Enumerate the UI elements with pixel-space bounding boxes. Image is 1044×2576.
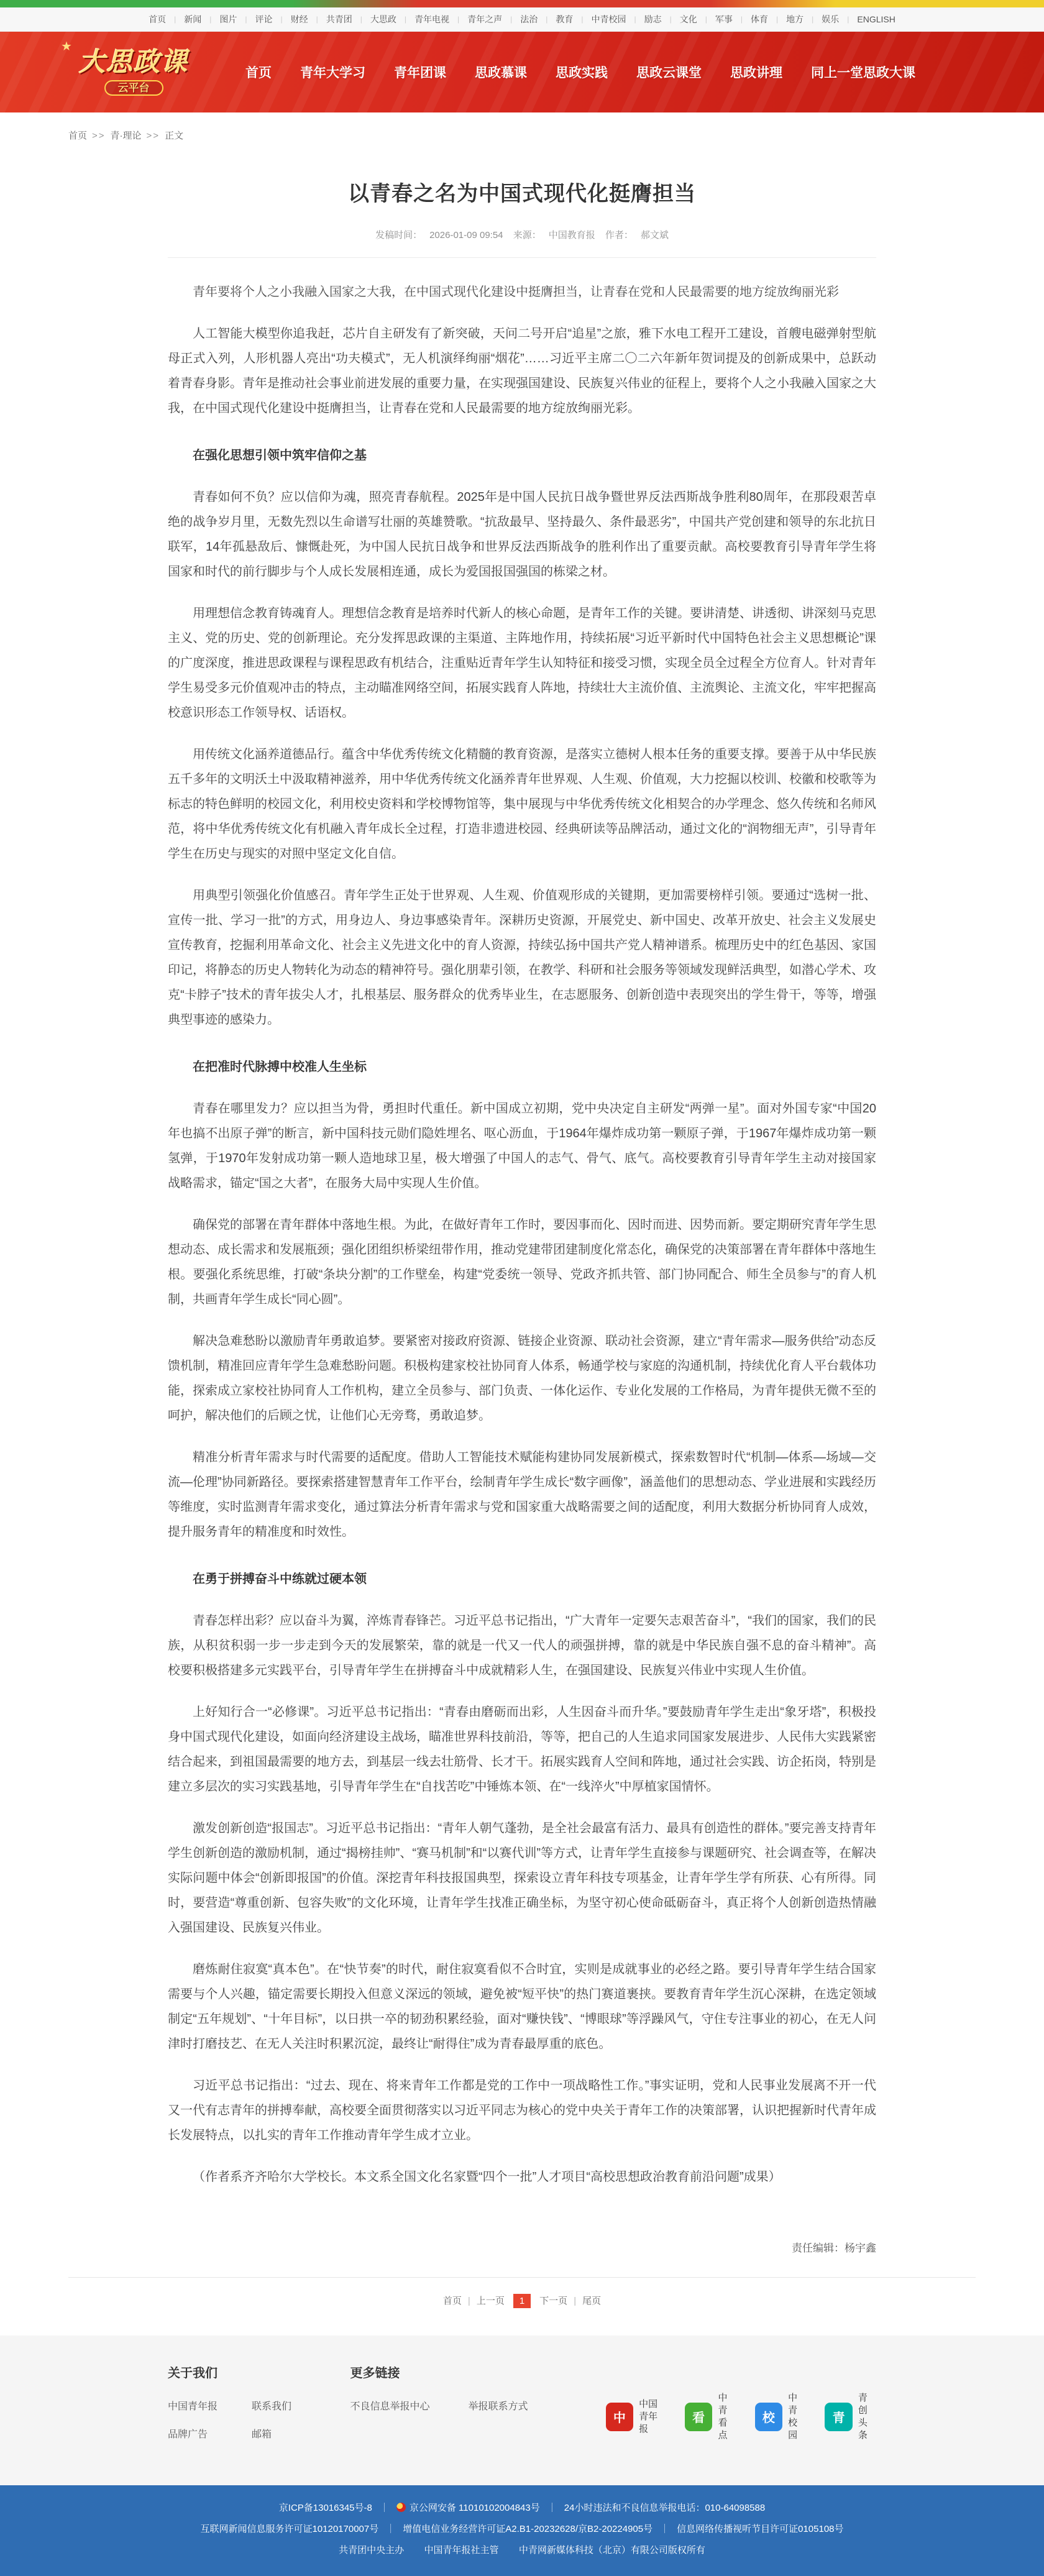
footer-logo-青创头条[interactable] — [825, 2392, 876, 2442]
footer-more-column — [350, 2363, 606, 2454]
nav-separator: | — [546, 15, 548, 24]
legal-text: 共青团中央主办 — [339, 2545, 405, 2555]
top-nav-item-11[interactable]: 教育 — [556, 14, 574, 24]
footer-logo-中青看点[interactable] — [685, 2392, 736, 2442]
top-nav-item-8[interactable]: 青年电视 — [414, 14, 450, 24]
article-paragraph: 人工智能大模型你追我赶，芯片自主研发有了新突破，天问二号开启“追星”之旅，雅下水电工程开工建设，首艘电磁弹射型航母正式入列，人形机器人亮出“功夫模式”，无人机演绎绚丽“烟花”……习近平主席二〇二六年新年贺词提及的创新成果中，总跃动着青春身影。青年是推动社会事业前进发展的重要力量，在实现强国建设、民族复兴伟业的征程上，要将个人之小我融入国家之大我，在中国式现代化建设中挺膺担当，让青春在党和人民最需要的地方绽放绚丽光彩。 — [168, 327, 876, 415]
top-nav-item-9[interactable]: 青年之声 — [467, 14, 503, 24]
source-label: 来源： — [513, 230, 541, 241]
footer-more-link-1[interactable]: 不良信息举报中心 — [350, 2401, 430, 2412]
banner-nav — [245, 63, 915, 81]
footer-logo-中国青年报[interactable] — [606, 2398, 666, 2436]
legal-text: 中青网新媒体科技（北京）有限公司版权所有 — [518, 2545, 705, 2555]
article-body — [168, 258, 876, 2189]
app-logo-icon: 校 — [755, 2403, 783, 2431]
nav-separator: | — [360, 15, 362, 24]
star-icon: ★ — [61, 39, 72, 53]
top-nav-item-4[interactable]: 评论 — [255, 14, 273, 24]
banner-nav-item-8[interactable]: 同上一堂思政大课 — [811, 66, 915, 80]
article-paragraph: 用典型引领强化价值感召。青年学生正处于世界观、人生观、价值观形成的关键期，更加需要榜样引领。要通过“选树一批、宣传一批、学习一批”的方式，用身边人、身边事感染青年。深耕历史资源，开展党史、新中国史、改革开放史、社会主义发展史宣传教育，挖掘利用革命文化、社会主义先进文化中的育人资源，持续弘扬中国共产党人精神谱系。梳理历史中的红色基因、家国印记，将静态的历史人物转化为动态的精神符号。强化朋辈引领，在教学、科研和社会服务等领域发现鲜活典型，如潜心学术、攻克“卡脖子”技术的青年拔尖人才，扎根基层、服务群众的优秀毕业生，在志愿服务、创新创造中表现突出的学生骨干，等等，增强典型事迹的感染力。 — [168, 889, 876, 1027]
top-nav-item-17[interactable]: 地方 — [786, 14, 804, 24]
pagination-current-page[interactable]: 1 — [513, 2294, 531, 2308]
top-nav-item-7[interactable]: 大思政 — [370, 14, 396, 24]
legal-text: 信息网络传播视听节目许可证0105108号 — [677, 2524, 844, 2534]
top-nav-item-5[interactable]: 财经 — [290, 14, 308, 24]
banner-nav-item-1[interactable]: 首页 — [245, 66, 272, 80]
top-nav-item-18[interactable]: 娱乐 — [822, 14, 840, 24]
banner-nav-item-4[interactable]: 思政慕课 — [475, 66, 527, 80]
app-logo-label: 青创 头条 — [858, 2392, 868, 2441]
footer-about-title: 关于我们 — [168, 2367, 218, 2380]
breadcrumb-separator: >> — [146, 131, 160, 141]
nav-separator: | — [209, 15, 212, 24]
nav-separator: | — [316, 15, 318, 24]
top-nav-item-13[interactable]: 励志 — [644, 14, 662, 24]
nav-separator: | — [669, 15, 672, 24]
footer-more-link-2[interactable]: 举报联系方式 — [468, 2401, 528, 2412]
pagination-last[interactable]: 尾页 — [582, 2296, 602, 2306]
top-nav-item-2[interactable]: 新闻 — [184, 14, 202, 24]
article-paragraph: 磨炼耐住寂寞“真本色”。在“快节奏”的时代，耐住寂寞看似不合时宜，实则是成就事业的必经之路。要引导青年学生结合国家需要与个人兴趣，锚定需要长期投入但意义深远的领域，避免被“短平快”的热门赛道裹挟。要教育青年学生沉心深耕，在选定领域制定“五年规划”、“十年目标”，以日拱一卒的韧劲积累经验，面对“赚快钱”、“博眼球”等浮躁风气，守住专注事业的初心，在无人问津时打磨技艺、在无人关注时积累沉淀，最终让“耐得住”成为青春最厚重的底色。 — [168, 1963, 876, 2051]
article-paragraph: 青春在哪里发力？应以担当为骨，勇担时代重任。新中国成立初期，党中央决定自主研发“两弹一星”。面对外国专家“中国20年也搞不出原子弹”的断言，新中国科技元勋们隐姓埋名、呕心沥血，于1964年爆炸成功第一颗原子弹，于1967年爆炸成功第一颗氢弹，于1970年发射成功第一颗人造地球卫星，极大增强了中国人的志气、骨气、底气。高校要教育引导青年学生主动对接国家战略需求，锚定“国之大者”，在服务大局中实现人生价值。 — [168, 1102, 876, 1190]
nav-separator: | — [776, 15, 779, 24]
footer-about-column — [168, 2363, 350, 2454]
logo-subtitle: 云平台 — [104, 80, 163, 96]
nav-separator: | — [174, 15, 176, 24]
nav-separator: | — [740, 15, 743, 24]
site-footer — [0, 2335, 1044, 2485]
site-banner — [0, 32, 1044, 112]
app-logo-icon: 青 — [825, 2403, 853, 2431]
footer-about-link-1[interactable]: 中国青年报 — [168, 2401, 218, 2412]
police-badge-icon — [396, 2503, 406, 2512]
breadcrumb-separator: >> — [92, 131, 106, 141]
top-nav-item-14[interactable]: 文化 — [679, 14, 697, 24]
app-logo-icon: 中 — [606, 2403, 634, 2431]
legal-line2 — [0, 2519, 1044, 2540]
legal-line3 — [0, 2540, 1044, 2561]
app-logo-icon: 看 — [685, 2403, 713, 2431]
article-paragraph: 激发创新创造“报国志”。习近平总书记指出：“青年人朝气蓬勃，是全社会最富有活力、最具有创造性的群体。”要完善支持青年学生创新创造的激励机制，通过“揭榜挂帅”、“赛马机制”和“以赛代训”等方式，让青年学生直接参与课题研究、社会调查等，在解决实际问题中体会“创新即报国”的价值。深挖青年科技报国典型，探索设立青年科技专项基金，让青年学生学有所获、心有所得。同时，要营造“尊重创新、包容失败”的文化环境，让青年学生找准正确坐标，为坚守初心使命砥砺奋斗，真正将个人创新创造热情融入强国建设、民族复兴伟业。 — [168, 1822, 876, 1935]
top-nav-item-10[interactable]: 法治 — [520, 14, 538, 24]
article-paragraph: 上好知行合一“必修课”。习近平总书记指出：“青春由磨砺而出彩，人生因奋斗而升华。”要鼓励青年学生走出“象牙塔”，积极投身中国式现代化建设，如面向经济建设主战场，瞄准世界科技前沿，等等，把自己的人生追求同国家发展进步、人民伟大实践紧密结合起来，到祖国最需要的地方去，到基层一线去壮筋骨、长才干。拓展实践育人空间和阵地，通过社会实践、访企拓岗，特别是建立多层次的实习实践基地，引导青年学生在“自找苦吃”中锤炼本领、在“一线淬火”中厚植家国情怀。 — [168, 1705, 876, 1794]
top-nav-item-12[interactable]: 中青校园 — [591, 14, 626, 24]
article-paragraph: 确保党的部署在青年群体中落地生根。为此，在做好青年工作时，要因事而化、因时而进、因势而新。要定期研究青年学生思想动态、成长需求和发展瓶颈；强化团组织桥梁纽带作用，推动党建带团建制度化常态化，确保党的决策部署在青年群体中落地生根。要强化系统思维，打破“条块分割”的工作壁垒，构建“党委统一领导、党政齐抓共管、部门协同配合、师生全员参与”的育人机制，共画青年学生成长“同心圆”。 — [168, 1218, 876, 1306]
legal-separator: ｜ — [547, 2503, 557, 2513]
footer-logo-中青校园[interactable] — [755, 2392, 807, 2442]
banner-nav-item-2[interactable]: 青年大学习 — [300, 66, 365, 80]
pagination-separator: | — [574, 2296, 577, 2306]
article-paragraph: 精准分析青年需求与时代需要的适配度。借助人工智能技术赋能构建协同发展新模式，探索数智时代“机制—体系—场域—交流—伦理”协同新路径。要探索搭建智慧青年工作平台，绘制青年学生成长“数字画像”，涵盖他们的思想动态、学业进展和实践经历等维度，实时监测青年需求变化，通过算法分析青年需求与党和国家重大战略需要之间的适配度，利用大数据分析协同育人成效，提升服务青年的精准度和时效性。 — [168, 1451, 876, 1539]
author-label: 作者： — [605, 230, 633, 241]
section-heading: 在强化思想引领中筑牢信仰之基 — [193, 449, 367, 462]
banner-nav-item-6[interactable]: 思政云课堂 — [636, 66, 702, 80]
section-heading: 在把准时代脉搏中校准人生坐标 — [193, 1060, 367, 1074]
article-meta — [168, 228, 876, 258]
logo-title: 大思政课 — [78, 47, 188, 76]
banner-nav-item-5[interactable]: 思政实践 — [556, 66, 608, 80]
footer-about-link-2[interactable]: 联系我们 — [252, 2401, 292, 2412]
nav-separator: | — [457, 15, 460, 24]
author-value: 郝文斌 — [640, 230, 669, 241]
app-logo-label: 中青 校园 — [788, 2392, 798, 2441]
breadcrumb-item-2[interactable]: 青·理论 — [110, 131, 142, 141]
nav-separator: | — [705, 15, 707, 24]
section-heading: 在勇于拼搏奋斗中练就过硬本领 — [193, 1572, 367, 1586]
article-paragraph: 用传统文化涵养道德品行。蕴含中华优秀传统文化精髓的教育资源，是落实立德树人根本任务的重要支撑。要善于从中华民族五千多年的文明沃土中汲取精神滋养，用中华优秀传统文化涵养青年世界观、人生观、价值观，大力挖掘以校训、校徽和校歌等为标志的特色鲜明的校园文化，利用校史资料和学校博物馆等，集中展现与中华优秀传统文化相契合的办学理念、悠久传统和名师风范，将中华优秀传统文化有机融入青年成长全过程，打造非遗进校园、经典研读等品牌活动，通过文化的“润物细无声”，引导青年学生在历史与现实的对照中坚定文化自信。 — [168, 748, 876, 861]
site-logo[interactable] — [56, 39, 211, 96]
legal-text: 中国青年报社主管 — [424, 2545, 499, 2555]
top-nav-item-3[interactable]: 图片 — [219, 14, 237, 24]
article-lead: 青年要将个人之小我融入国家之大我，在中国式现代化建设中挺膺担当，让青春在党和人民最需要的地方绽放绚丽光彩 — [193, 285, 839, 299]
top-nav-item-19[interactable]: ENGLISH — [857, 14, 895, 24]
app-logo-label: 中青 看点 — [718, 2392, 728, 2441]
breadcrumb-item-1[interactable]: 首页 — [68, 131, 88, 141]
top-nav-item-16[interactable]: 体育 — [751, 14, 769, 24]
top-nav-item-6[interactable]: 共青团 — [326, 14, 352, 24]
article-paragraph: 青春如何不负？应以信仰为魂，照亮青春航程。2025年是中国人民抗日战争暨世界反法西斯战争胜利80周年，在那段艰苦卓绝的战争岁月里，无数先烈以生命谱写壮丽的英雄赞歌。“抗敌最早、坚持最久、条件最恶劣”，中国共产党创建和领导的东北抗日联军，14年孤悬敌后、慷慨赴死，为中国人民抗日战争和世界反法西斯战争的胜利作出了重要贡献。高校要教育引导青年学生将国家和时代的前行脚步与个人成长发展相连通，成长为爱国报国强国的栋梁之材。 — [168, 490, 876, 579]
nav-separator: | — [510, 15, 513, 24]
article-paragraph: 解决急难愁盼以激励青年勇敢追梦。要紧密对接政府资源、链接企业资源、联动社会资源，建立“青年需求—服务供给”动态反馈机制，精准回应青年学生急难愁盼问题。积极构建家校社协同育人体系，畅通学校与家庭的沟通机制，持续优化育人平台载体功能，探索成立家校社协同育人工作机构，建立全员参与、部门负责、一体化运作、专业化发展的工作格局，为青年提供无微不至的呵护，解决他们的后顾之忧，让他们心无旁骛，勇敢追梦。 — [168, 1334, 876, 1423]
legal-line1 — [0, 2498, 1044, 2519]
nav-separator: | — [812, 15, 814, 24]
publish-time-label: 发稿时间： — [375, 230, 423, 241]
legal-text: 京ICP备13016345号-8 — [278, 2503, 372, 2513]
legal-separator: ｜ — [660, 2524, 670, 2534]
publish-time: 2026-01-09 09:54 — [429, 230, 503, 241]
footer-about-link-4[interactable]: 邮箱 — [252, 2429, 272, 2440]
footer-about-link-3[interactable]: 品牌广告 — [168, 2429, 208, 2440]
legal-text: 24小时违法和不良信息举报电话：010-64098588 — [564, 2503, 766, 2513]
article — [168, 176, 876, 2255]
article-paragraph: 习近平总书记指出：“过去、现在、将来青年工作都是党的工作中一项战略性工作。”事实证明，党和人民事业发展离不开一代又一代有志青年的拼搏奉献，高校要全面贯彻落实以习近平同志为核心的党中央关于青年工作的决策部署，认识把握新时代青年成长发展特点，以扎实的青年工作推动青年学生成才立业。 — [168, 2079, 876, 2142]
app-logo-label: 中国 青年报 — [639, 2398, 658, 2434]
breadcrumb — [68, 129, 976, 142]
pagination-next[interactable]: 下一页 — [539, 2296, 568, 2306]
nav-separator: | — [280, 15, 283, 24]
banner-nav-item-3[interactable]: 青年团课 — [394, 66, 446, 80]
legal-separator: ｜ — [386, 2524, 396, 2534]
pagination-first[interactable]: 首页 — [442, 2296, 462, 2306]
legal-separator — [411, 2545, 416, 2555]
page-title: 以青春之名为中国式现代化挺膺担当 — [348, 182, 696, 206]
article-paragraph: 青春怎样出彩？应以奋斗为翼，淬炼青春锋芒。习近平总书记指出，“广大青年一定要矢志艰苦奋斗”，“我们的国家，我们的民族，从积贫积弱一步一步走到今天的发展繁荣，靠的就是一代又一代人的顽强拼搏，靠的就是中华民族自强不息的奋斗精神”。高校要积极搭建多元实践平台，引导青年学生在拼搏奋斗中成就精彩人生，在强国建设、民族复兴伟业中实现人生价值。 — [168, 1614, 876, 1677]
source-value: 中国教育报 — [548, 230, 595, 241]
top-utility-nav — [0, 7, 1044, 32]
legal-separator: ｜ — [379, 2503, 389, 2513]
editor-line: 责任编辑：杨宇鑫 — [792, 2242, 876, 2254]
footer-app-logos — [606, 2379, 876, 2454]
nav-separator: | — [634, 15, 636, 24]
top-nav-item-1[interactable]: 首页 — [149, 14, 167, 24]
top-color-strip — [0, 0, 1044, 7]
top-nav-item-15[interactable]: 军事 — [715, 14, 733, 24]
pagination-separator: | — [467, 2296, 470, 2306]
pagination — [68, 2278, 976, 2335]
legal-separator — [506, 2545, 511, 2555]
legal-text: 互联网新闻信息服务许可证10120170007号 — [200, 2524, 379, 2534]
nav-separator: | — [581, 15, 584, 24]
legal-footer — [0, 2485, 1044, 2576]
article-paragraph: 用理想信念教育铸魂育人。理想信念教育是培养时代新人的核心命题，是青年工作的关键。要讲清楚、讲透彻、讲深刻马克思主义、党的历史、党的创新理论。充分发挥思政课的主渠道、主阵地作用，持续拓展“习近平新时代中国特色社会主义思想概论”课的广度深度，推进思政课程与课程思政有机结合，注重贴近青年学生认知特征和接受习惯，实现全员全过程全方位育人。针对青年学生易受多元价值观冲击的特点，主动瞄准网络空间，拓展实践育人阵地，持续壮大主流价值、主流舆论、主流文化，牢牢把握高校意识形态工作领导权、话语权。 — [168, 607, 876, 720]
banner-nav-item-7[interactable]: 思政讲理 — [730, 66, 782, 80]
breadcrumb-item-3: 正文 — [165, 131, 184, 141]
nav-separator: | — [847, 15, 849, 24]
article-paragraph: （作者系齐齐哈尔大学校长。本文系全国文化名家暨“四个一批”人才项目“高校思想政治教育前沿问题”成果） — [193, 2170, 781, 2184]
nav-separator: | — [404, 15, 407, 24]
legal-text: 京公网安备 11010102004843号 — [409, 2503, 540, 2513]
nav-separator: | — [245, 15, 247, 24]
footer-more-title: 更多链接 — [350, 2367, 400, 2380]
legal-text: 增值电信业务经营许可证A2.B1-20232628/京B2-20224905号 — [403, 2524, 653, 2534]
pagination-prev[interactable]: 上一页 — [476, 2296, 505, 2306]
